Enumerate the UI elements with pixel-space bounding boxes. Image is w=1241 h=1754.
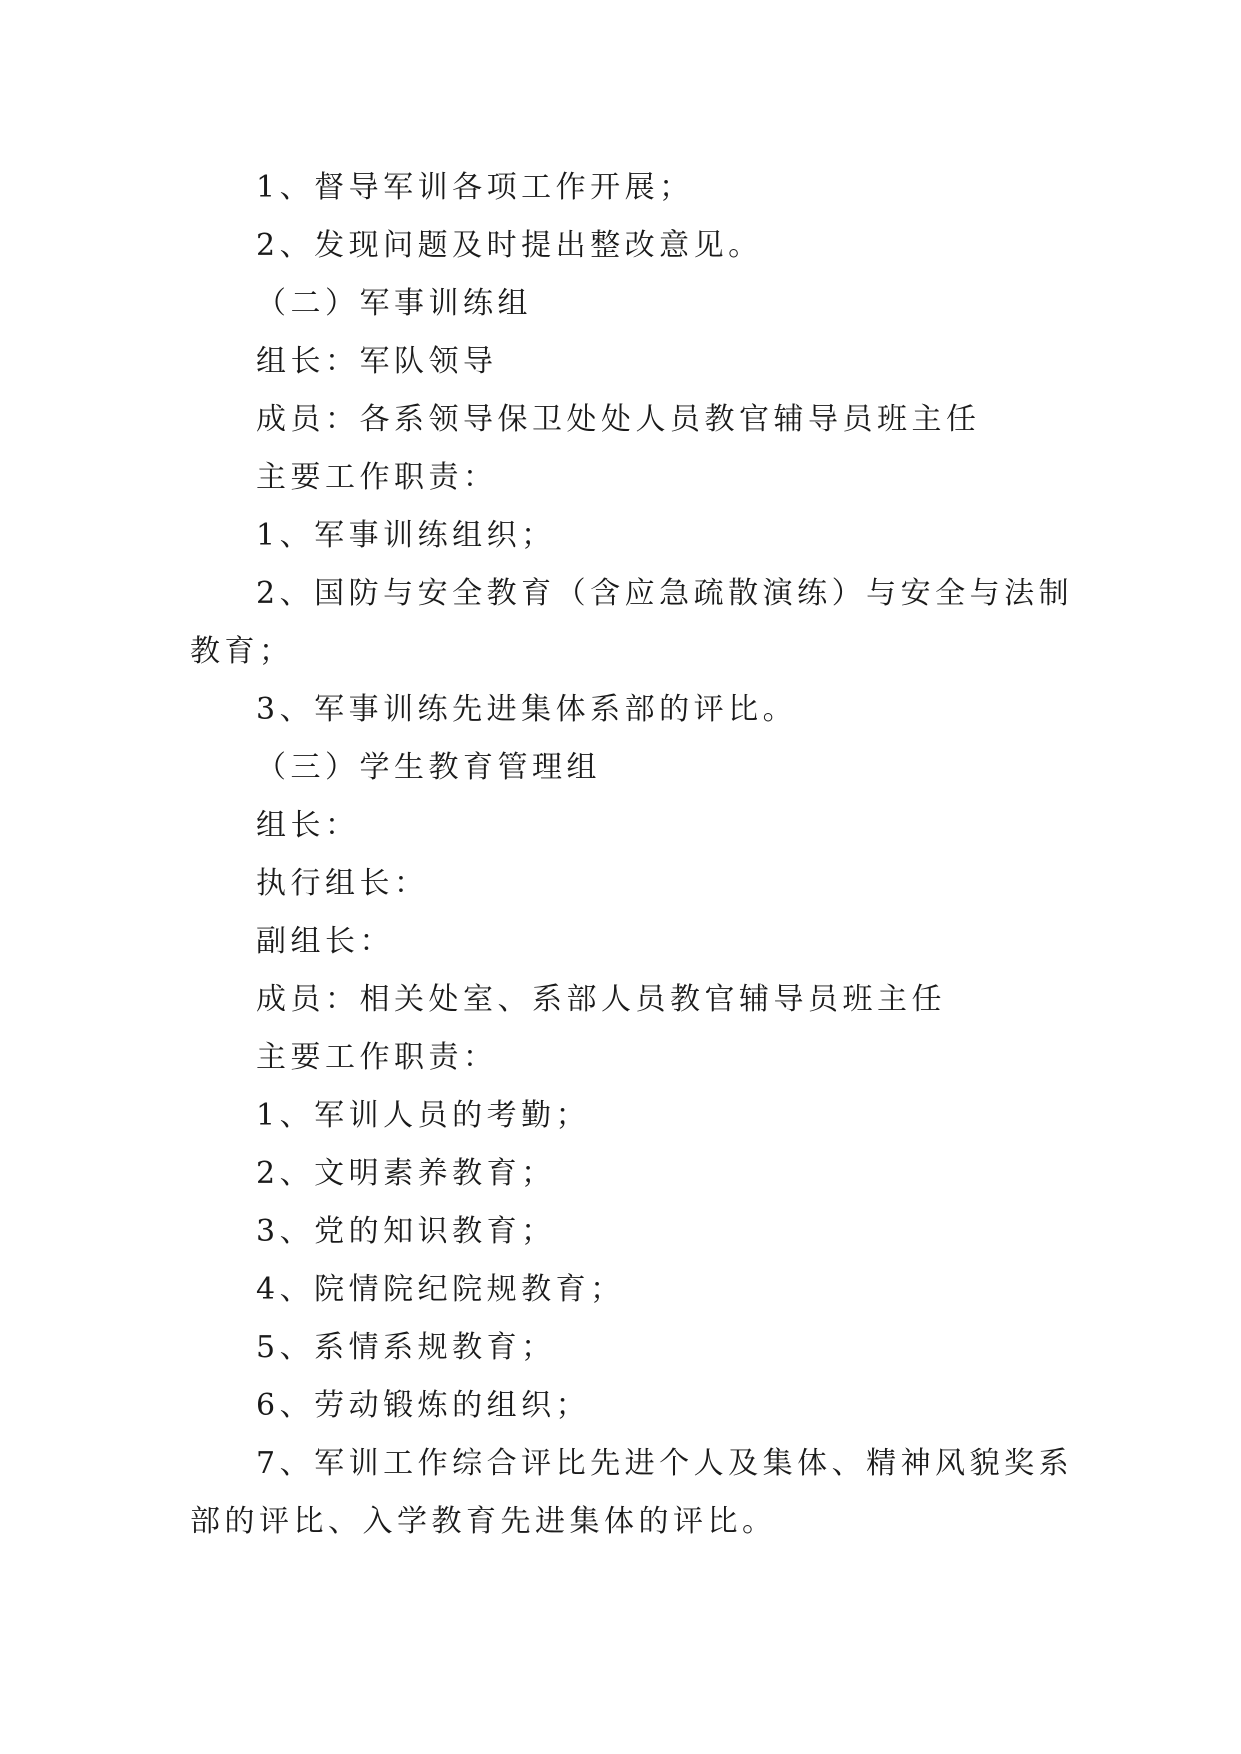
group-leader-line: 组长：军队领导 [256, 344, 498, 379]
responsibilities-label: 主要工作职责： [256, 460, 498, 495]
duty-item-7-continuation: 部的评比、入学教育先进集体的评比。 [190, 1504, 777, 1539]
responsibilities-label: 主要工作职责： [256, 1040, 498, 1075]
section-heading-student-management: （三）学生教育管理组 [256, 750, 601, 785]
duty-item-3: 3、军事训练先进集体系部的评比。 [256, 692, 798, 727]
executive-leader-line: 执行组长： [256, 866, 429, 901]
duty-item-2: 2、发现问题及时提出整改意见。 [256, 228, 763, 263]
members-line: 成员：相关处室、系部人员教官辅导员班主任 [256, 982, 946, 1017]
duty-item-2: 2、文明素养教育； [256, 1156, 556, 1191]
duty-item-2: 2、国防与安全教育（含应急疏散演练）与安全与法制 [256, 576, 1074, 611]
duty-item-4: 4、院情院纪院规教育； [256, 1272, 625, 1307]
section-heading-military-training: （二）军事训练组 [256, 286, 532, 321]
duty-item-1: 1、督导军训各项工作开展； [256, 170, 694, 205]
duty-item-7: 7、军训工作综合评比先进个人及集体、精神风貌奖系 [256, 1446, 1074, 1481]
duty-item-1: 1、军训人员的考勤； [256, 1098, 591, 1133]
duty-item-2-continuation: 教育； [190, 634, 294, 669]
duty-item-5: 5、系情系规教育； [256, 1330, 556, 1365]
members-line: 成员：各系领导保卫处处人员教官辅导员班主任 [256, 402, 981, 437]
deputy-leader-line: 副组长： [256, 924, 394, 959]
duty-item-3: 3、党的知识教育； [256, 1214, 556, 1249]
duty-item-6: 6、劳动锻炼的组织； [256, 1388, 591, 1423]
group-leader-line: 组长： [256, 808, 360, 843]
duty-item-1: 1、军事训练组织； [256, 518, 556, 553]
